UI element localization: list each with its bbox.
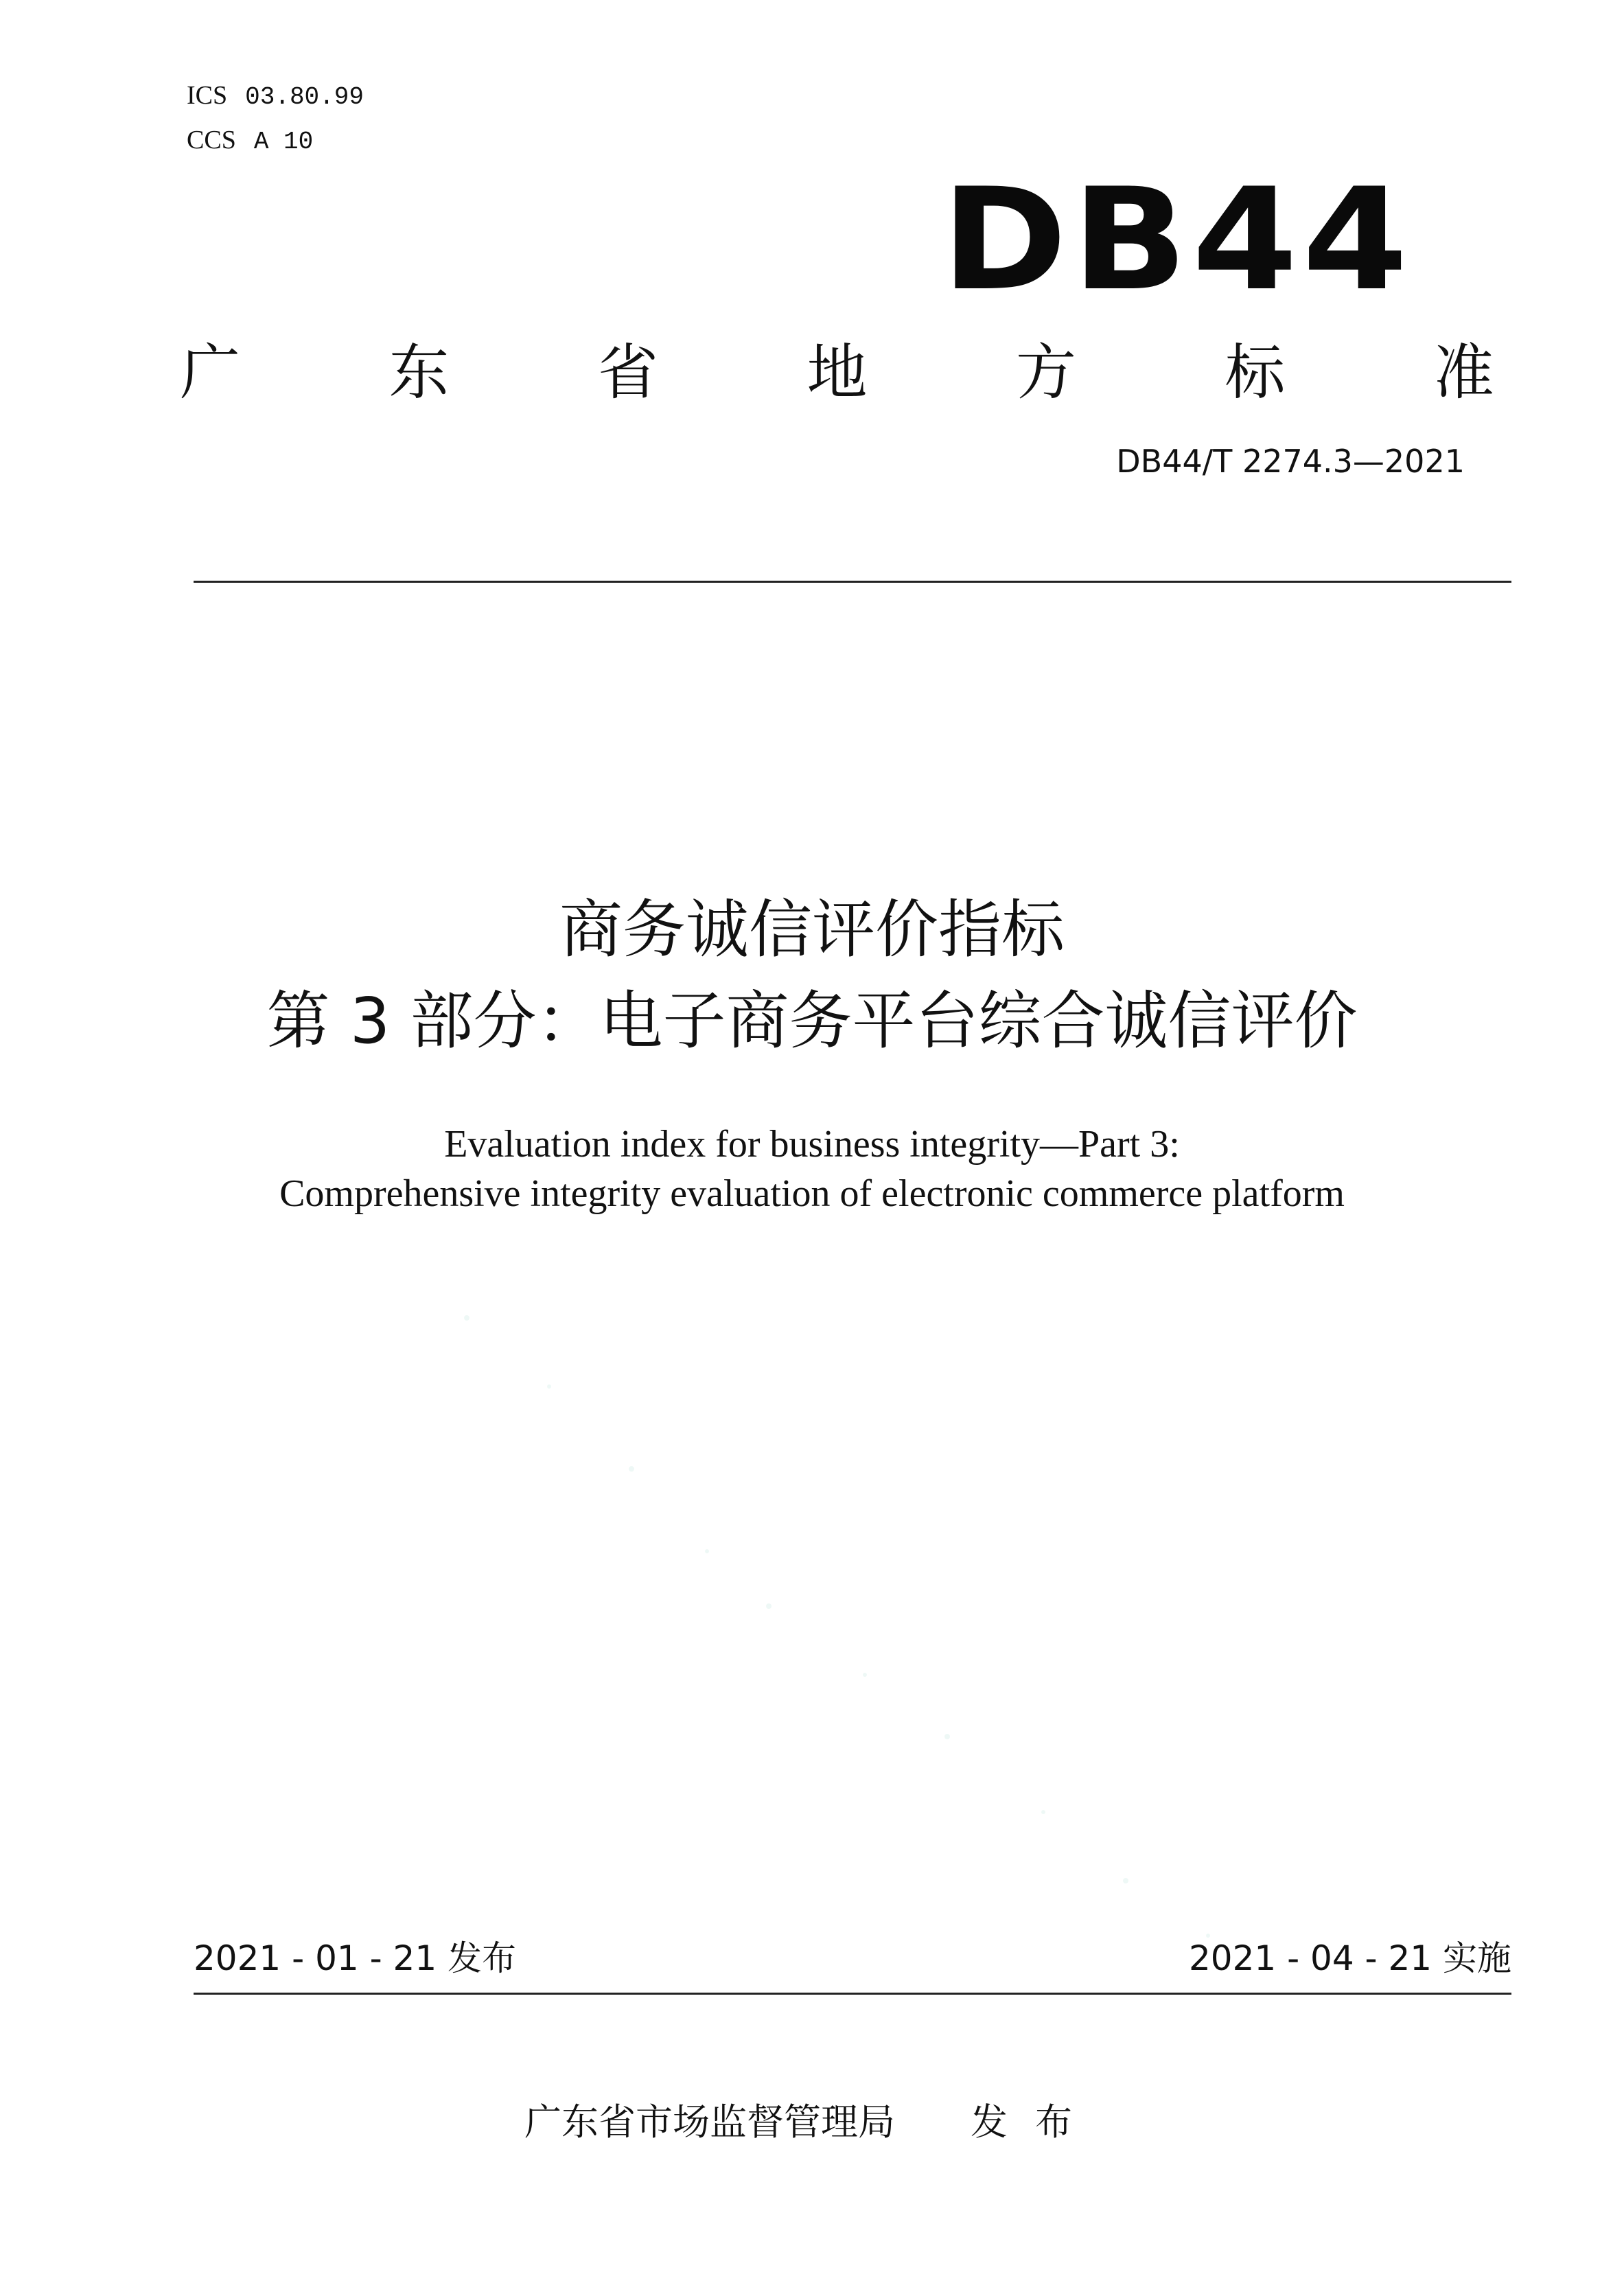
standard-type-char: 标 — [1225, 337, 1286, 408]
standard-type-char: 广 — [180, 337, 241, 408]
english-title-line-1: Evaluation index for business integrity—Part 3: — [444, 1123, 1180, 1166]
ccs-value: A 10 — [253, 128, 314, 156]
header-divider — [194, 581, 1511, 583]
standard-code-logo: DB44 — [941, 159, 1413, 322]
publisher-organization: 广东省市场监督管理局 — [524, 2100, 895, 2144]
publish-date: 2021 - 01 - 21 发布 — [194, 1938, 517, 1978]
standard-type-char: 东 — [388, 337, 450, 408]
standard-type-char: 准 — [1433, 337, 1494, 408]
ccs-label: CCS — [187, 126, 236, 154]
faint-watermark — [384, 1290, 1277, 1963]
standard-type-char: 省 — [597, 337, 658, 408]
ics-label: ICS — [187, 81, 228, 110]
implementation-date: 2021 - 04 - 21 实施 — [1188, 1938, 1511, 1978]
standard-type-title — [180, 335, 1494, 410]
publisher-action: 发布 — [971, 2100, 1100, 2144]
classification-codes — [187, 74, 364, 163]
standard-number: DB44/T 2274.3—2021 — [1116, 443, 1465, 480]
ccs-line — [187, 119, 364, 163]
english-title-line-2: Comprehensive integrity evaluation of electronic commerce platform — [279, 1172, 1345, 1215]
standard-type-char: 地 — [807, 337, 868, 408]
chinese-title-line-1: 商务诚信评价指标 — [559, 893, 1065, 966]
publisher-line — [0, 2095, 1624, 2150]
ics-line — [187, 74, 364, 119]
footer-divider — [194, 1993, 1511, 1995]
standard-type-char: 方 — [1015, 337, 1076, 408]
chinese-title-line-2: 第 3 部分：电子商务平台综合诚信评价 — [266, 984, 1358, 1058]
ics-value: 03.80.99 — [245, 83, 364, 111]
